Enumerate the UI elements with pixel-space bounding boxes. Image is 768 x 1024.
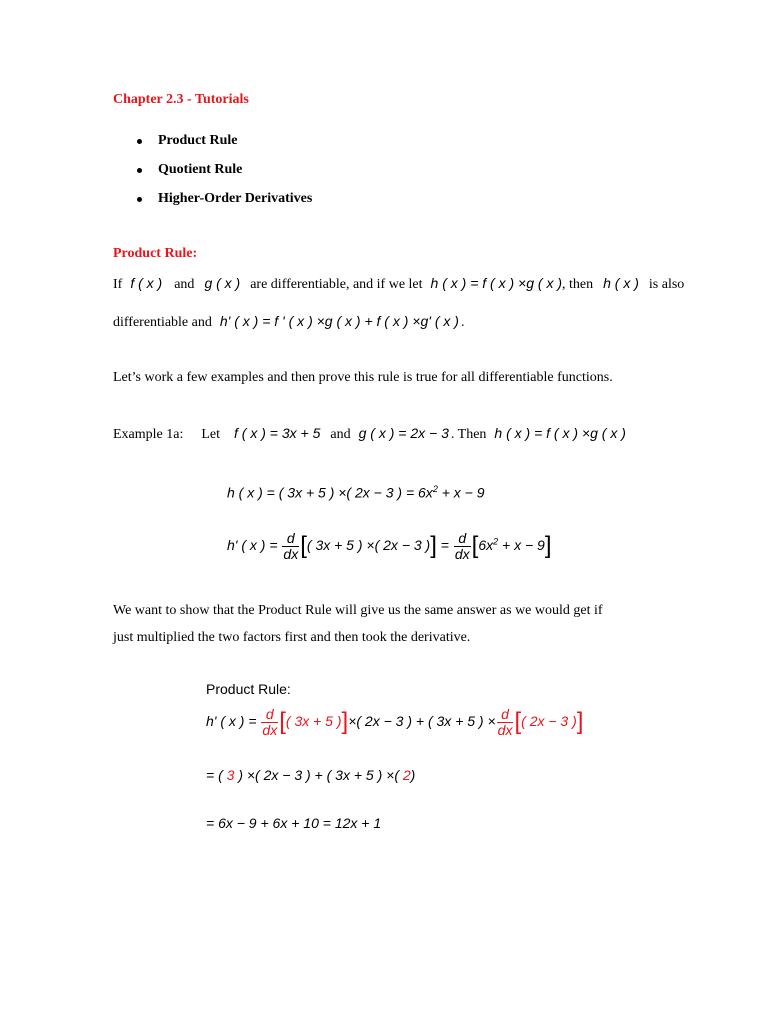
- d-dx-fraction: [497, 707, 514, 738]
- eq-part: + x − 9: [498, 537, 545, 554]
- eq-part: h' ( x ) =: [206, 713, 257, 730]
- frac-numerator: d: [454, 531, 471, 547]
- example-text: and: [330, 427, 351, 442]
- eq-part: ( 3x + 5 ): [285, 713, 342, 730]
- eq-part: =: [440, 537, 449, 554]
- example-1a-line: [113, 425, 626, 443]
- product-rule-formula: h' ( x ) = f ' ( x ) ×g ( x ) + f ( x ) ×g' ( x ): [219, 313, 459, 329]
- work-line-2: [206, 767, 415, 783]
- def-math: h ( x ): [603, 275, 639, 291]
- product-rule-label: Product Rule:: [206, 681, 291, 697]
- d-dx-fraction: [454, 531, 471, 562]
- eq-part: ( 3x + 5 ) ×( 2x − 3 ): [306, 537, 431, 554]
- eq-part: ( 2x − 3 ): [521, 713, 577, 730]
- bracket: ]: [341, 707, 349, 735]
- frac-denominator: dx: [497, 722, 513, 738]
- intro-sentence: Let’s work a few examples and then prove this rule is true for all differentiable functions.: [113, 370, 613, 385]
- def-text: .: [460, 315, 465, 330]
- example-text: . Then: [450, 427, 487, 442]
- eq-part: = (: [206, 767, 223, 783]
- work-line-1: [206, 707, 583, 738]
- bullet-icon: [137, 197, 142, 202]
- d-dx-fraction: [261, 707, 278, 738]
- h-definition: h ( x ) = f ( x ) ×g ( x ): [494, 425, 626, 441]
- bullet-icon: [137, 168, 142, 173]
- bracket: ]: [430, 531, 437, 559]
- bullet-icon: [137, 139, 142, 144]
- def-text: is also: [648, 277, 685, 292]
- eq-part: 6x: [478, 537, 494, 554]
- bracket: ]: [544, 531, 552, 559]
- bracket: [: [514, 707, 522, 735]
- eq-part: h' ( x ) =: [227, 537, 278, 554]
- def-text: If: [113, 277, 123, 292]
- product-rule-heading: Product Rule:: [113, 246, 198, 261]
- bracket: [: [279, 707, 286, 735]
- chapter-title: Chapter 2.3 - Tutorials: [113, 92, 249, 107]
- def-text: are differentiable, and if we let: [250, 277, 423, 292]
- eq-part: 2: [402, 767, 411, 783]
- f-definition: f ( x ) = 3x + 5: [234, 425, 321, 441]
- topic-item: Product Rule: [158, 133, 238, 148]
- bracket: [: [300, 531, 307, 559]
- equation-expansion: [227, 484, 485, 501]
- work-line-3: = 6x − 9 + 6x + 10 = 12x + 1: [206, 815, 382, 831]
- paragraph-line-2: just multiplied the two factors first and then took the derivative.: [113, 630, 471, 645]
- d-dx-fraction: [282, 531, 299, 562]
- frac-denominator: dx: [454, 546, 470, 562]
- paragraph-line-1: We want to show that the Product Rule will give us the same answer as we would get if: [113, 603, 603, 618]
- g-definition: g ( x ) = 2x − 3: [358, 425, 449, 441]
- definition-line-1: [113, 275, 684, 293]
- frac-numerator: d: [282, 531, 299, 547]
- def-math: h ( x ) = f ( x ) ×g ( x ): [430, 275, 563, 291]
- eq-part: ) ×( 2x − 3 ) + ( 3x + 5 ) ×(: [238, 767, 399, 783]
- equation-derivative: [227, 531, 552, 562]
- eq-part: ×( 2x − 3 ) + ( 3x + 5 ) ×: [348, 713, 496, 730]
- frac-numerator: d: [261, 707, 278, 723]
- example-text: Let: [201, 427, 221, 442]
- def-text: and: [174, 277, 195, 292]
- topic-item: Quotient Rule: [158, 162, 243, 177]
- eq-part: ): [410, 767, 416, 783]
- def-math: g ( x ): [204, 275, 241, 291]
- frac-denominator: dx: [262, 722, 278, 738]
- def-text: , then: [562, 277, 594, 292]
- bracket: ]: [576, 707, 584, 735]
- topic-item: Higher-Order Derivatives: [158, 191, 313, 206]
- def-math: f ( x ): [130, 275, 163, 291]
- eq-part: h ( x ) = ( 3x + 5 ) ×( 2x − 3 ) = 6x: [227, 484, 433, 501]
- bracket: [: [471, 531, 479, 559]
- frac-numerator: d: [497, 707, 514, 723]
- eq-exponent: 2: [493, 536, 499, 547]
- eq-exponent: 2: [432, 484, 438, 494]
- def-text: differentiable and: [113, 315, 212, 330]
- eq-part: + x − 9: [437, 484, 485, 501]
- eq-part: 3: [226, 767, 235, 783]
- example-label: Example 1a:: [113, 427, 184, 442]
- definition-line-2: [113, 313, 464, 331]
- frac-denominator: dx: [283, 546, 299, 562]
